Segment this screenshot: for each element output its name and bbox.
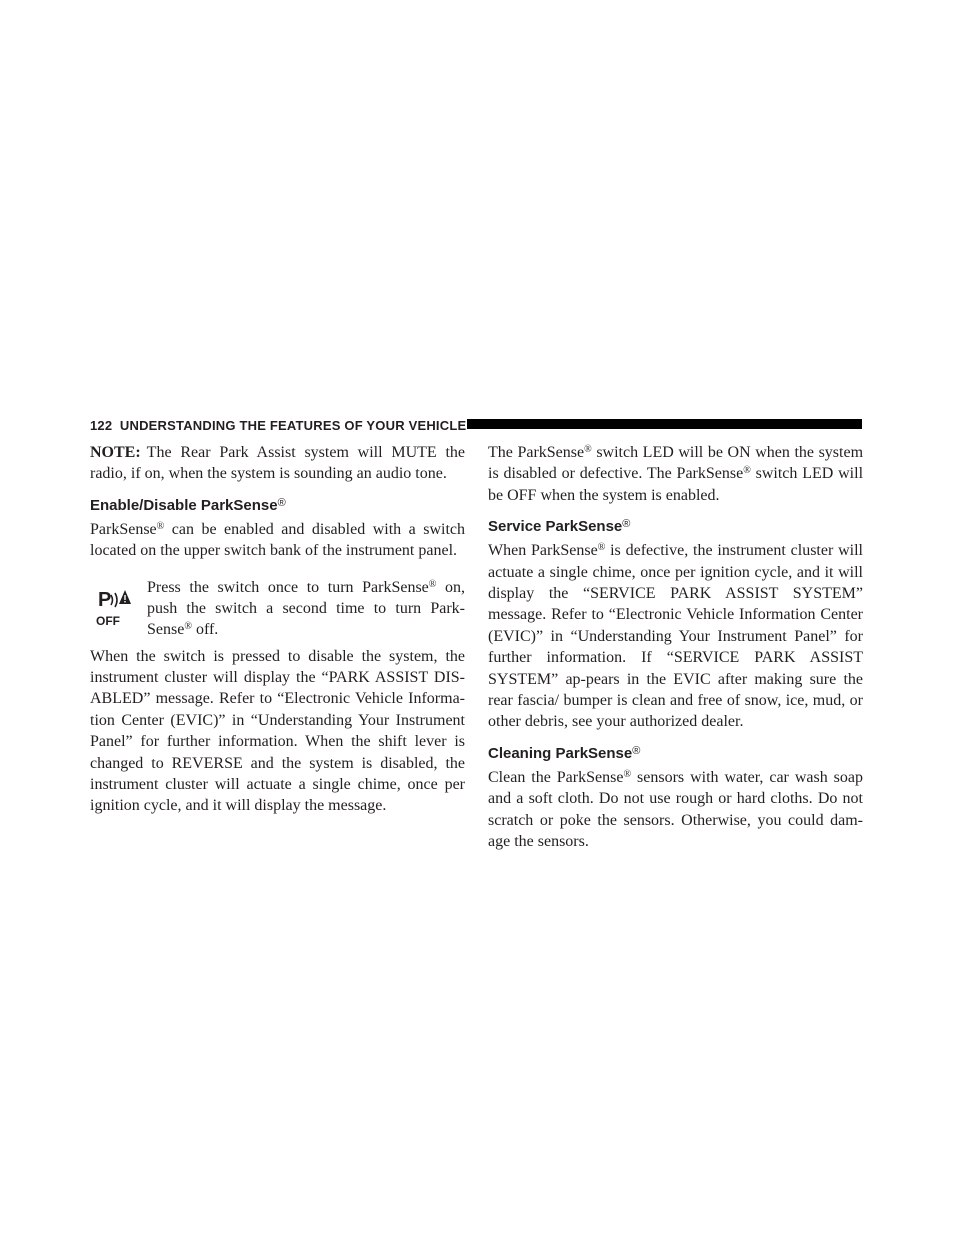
note-text: The Rear Park Assist system will MUTE the radio, if on, when the system is sounding an audio tone. <box>90 444 465 483</box>
cleaning-heading: Cleaning ParkSense® <box>488 744 641 762</box>
note-paragraph <box>90 442 465 485</box>
page-number: 122 <box>90 418 113 433</box>
header-title <box>90 418 466 434</box>
off-label: OFF <box>96 613 120 628</box>
disable-paragraph: When the switch is pressed to disable the system, the instrument cluster will display the “PARK ASSIST DIS-ABLED” message. Refer to “Electronic Vehicle Informa-tion Center (EVIC)” in “Understanding Your Instrument Panel” for further information. When the shift lever is changed to REVERSE and the system is disabled, the instrument cluster will actuate a single chime, once per ignition cycle, and it will display the message. <box>90 647 465 815</box>
svg-text:P: P <box>98 588 112 611</box>
left-column <box>90 442 465 817</box>
enable-disable-heading: Enable/Disable ParkSense® <box>90 496 286 514</box>
service-heading: Service ParkSense® <box>488 518 631 536</box>
cleaning-paragraph: Clean the ParkSense® sensors with water, car wash soap and a soft cloth. Do not use rough or hard cloths. Do not scratch or poke the sensors. Otherwise, you could dam-age the sensors. <box>488 768 864 851</box>
led-paragraph: The ParkSense® switch LED will be ON when the system is disabled or defective. The ParkSense® switch LED will be OFF when the system is enabled. <box>488 444 864 504</box>
service-paragraph: When ParkSense® is defective, the instrument cluster will actuate a single chime, once per ignition cycle, and it will display the “SERVICE PARK ASSIST SYSTEM” message. Refer to “Electronic Vehicle Information Center (EVIC)” in “Understanding Your Instrument Panel” for further information. If “SERVICE PARK ASSIST SYSTEM” ap-pears in the EVIC after making sure the rear fascia/ bumper is clean and free of snow, ice, mud, or other debris, see your authorized dealer. <box>488 542 864 731</box>
enable-intro-paragraph: ParkSense® can be enabled and disabled with a switch located on the upper switch bank of the instrument panel. <box>90 520 465 560</box>
section-title: UNDERSTANDING THE FEATURES OF YOUR VEHICLE <box>119 418 467 433</box>
right-column <box>488 442 863 853</box>
parksense-off-glyph <box>92 585 136 631</box>
note-label: NOTE: <box>90 444 141 461</box>
switch-instruction-text: Press the switch once to turn ParkSense® on, push the switch a second time to turn Park-Sense® off. <box>147 578 466 639</box>
parksense-off-switch-icon <box>92 585 136 631</box>
page-header <box>90 418 862 434</box>
switch-instruction-block <box>90 578 466 646</box>
header-rule <box>467 419 862 429</box>
